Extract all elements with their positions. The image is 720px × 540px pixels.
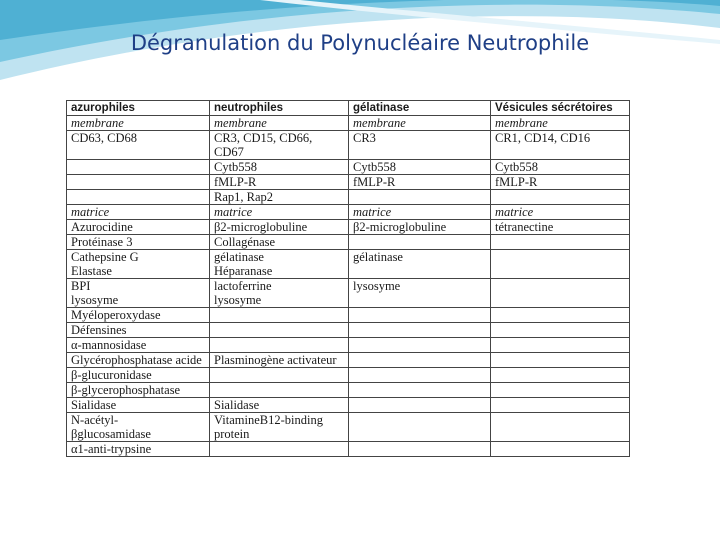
table-cell: Rap1, Rap2 <box>210 190 349 205</box>
table-cell: matrice <box>210 205 349 220</box>
table-row <box>67 131 630 160</box>
table-row <box>67 160 630 175</box>
table-row <box>67 220 630 235</box>
table-cell <box>349 190 491 205</box>
table-cell <box>210 383 349 398</box>
table-cell <box>491 398 630 413</box>
table-cell: Plasminogène activateur <box>210 353 349 368</box>
table-cell <box>349 398 491 413</box>
table-cell: membrane <box>491 116 630 131</box>
section-row <box>67 116 630 131</box>
table-cell: matrice <box>349 205 491 220</box>
table-cell <box>210 338 349 353</box>
slide-title: Dégranulation du Polynucléaire Neutrophile <box>130 31 590 55</box>
table-cell: β2-microglobuline <box>349 220 491 235</box>
table-cell <box>491 338 630 353</box>
table-cell: Collagénase <box>210 235 349 250</box>
table-cell: α1-anti-trypsine <box>67 442 210 457</box>
table-cell <box>491 353 630 368</box>
table-cell <box>491 413 630 442</box>
table-row <box>67 190 630 205</box>
table-cell <box>210 308 349 323</box>
table-cell <box>491 250 630 279</box>
table-cell: β2-microglobuline <box>210 220 349 235</box>
table-cell <box>67 175 210 190</box>
table-cell: Glycérophosphatase acide <box>67 353 210 368</box>
table-cell: CR1, CD14, CD16 <box>491 131 630 160</box>
table-cell: Défensines <box>67 323 210 338</box>
table-cell: Cytb558 <box>210 160 349 175</box>
table-cell: CR3 <box>349 131 491 160</box>
table-cell: β-glucuronidase <box>67 368 210 383</box>
table-cell <box>349 383 491 398</box>
table-cell <box>67 190 210 205</box>
table-cell <box>210 442 349 457</box>
table-cell: N-acétyl- βglucosamidase <box>67 413 210 442</box>
table-cell: β-glycerophosphatase <box>67 383 210 398</box>
table-row <box>67 323 630 338</box>
column-header: gélatinase <box>349 101 491 116</box>
column-header: azurophiles <box>67 101 210 116</box>
table-cell <box>349 353 491 368</box>
table-row <box>67 413 630 442</box>
table-cell: Cytb558 <box>349 160 491 175</box>
table-row <box>67 235 630 250</box>
table-cell: α-mannosidase <box>67 338 210 353</box>
table-cell <box>349 368 491 383</box>
table-cell: gélatinase Héparanase <box>210 250 349 279</box>
table-cell: fMLP-R <box>491 175 630 190</box>
table-cell <box>491 190 630 205</box>
table-cell <box>491 279 630 308</box>
table-cell <box>210 323 349 338</box>
table-cell <box>491 323 630 338</box>
table-cell: membrane <box>210 116 349 131</box>
table-cell: Myéloperoxydase <box>67 308 210 323</box>
table-cell: Sialidase <box>67 398 210 413</box>
table-cell: gélatinase <box>349 250 491 279</box>
table-cell <box>349 413 491 442</box>
table-cell: fMLP-R <box>210 175 349 190</box>
table-cell <box>491 235 630 250</box>
table-cell: Cathepsine G Elastase <box>67 250 210 279</box>
table-cell: membrane <box>67 116 210 131</box>
table-cell <box>67 160 210 175</box>
table-row <box>67 175 630 190</box>
table-cell <box>349 235 491 250</box>
section-row <box>67 205 630 220</box>
table-row <box>67 308 630 323</box>
table-cell: CR3, CD15, CD66, CD67 <box>210 131 349 160</box>
table-cell: membrane <box>349 116 491 131</box>
table-cell: fMLP-R <box>349 175 491 190</box>
table-row <box>67 338 630 353</box>
table-row <box>67 250 630 279</box>
table-row <box>67 398 630 413</box>
table-row <box>67 383 630 398</box>
table-row <box>67 368 630 383</box>
column-header: neutrophiles <box>210 101 349 116</box>
table-cell: lysosyme <box>349 279 491 308</box>
table-cell <box>349 308 491 323</box>
table-cell: CD63, CD68 <box>67 131 210 160</box>
table-row <box>67 279 630 308</box>
table-cell: Cytb558 <box>491 160 630 175</box>
table-cell: matrice <box>67 205 210 220</box>
table-cell: BPI lysosyme <box>67 279 210 308</box>
table-cell: VitamineB12-binding protein <box>210 413 349 442</box>
table-row <box>67 442 630 457</box>
table-cell <box>349 323 491 338</box>
table-cell: tétranectine <box>491 220 630 235</box>
table-cell <box>210 368 349 383</box>
table-cell <box>491 368 630 383</box>
table-cell <box>349 442 491 457</box>
table-cell: matrice <box>491 205 630 220</box>
granule-content-table <box>66 100 630 457</box>
table-cell <box>491 308 630 323</box>
table-row <box>67 353 630 368</box>
column-header: Vésicules sécrétoires <box>491 101 630 116</box>
table-cell: Azurocidine <box>67 220 210 235</box>
table-cell <box>491 442 630 457</box>
table-cell <box>491 383 630 398</box>
table-cell: Sialidase <box>210 398 349 413</box>
table-cell: Protéinase 3 <box>67 235 210 250</box>
table-cell: lactoferrine lysosyme <box>210 279 349 308</box>
table-cell <box>349 338 491 353</box>
